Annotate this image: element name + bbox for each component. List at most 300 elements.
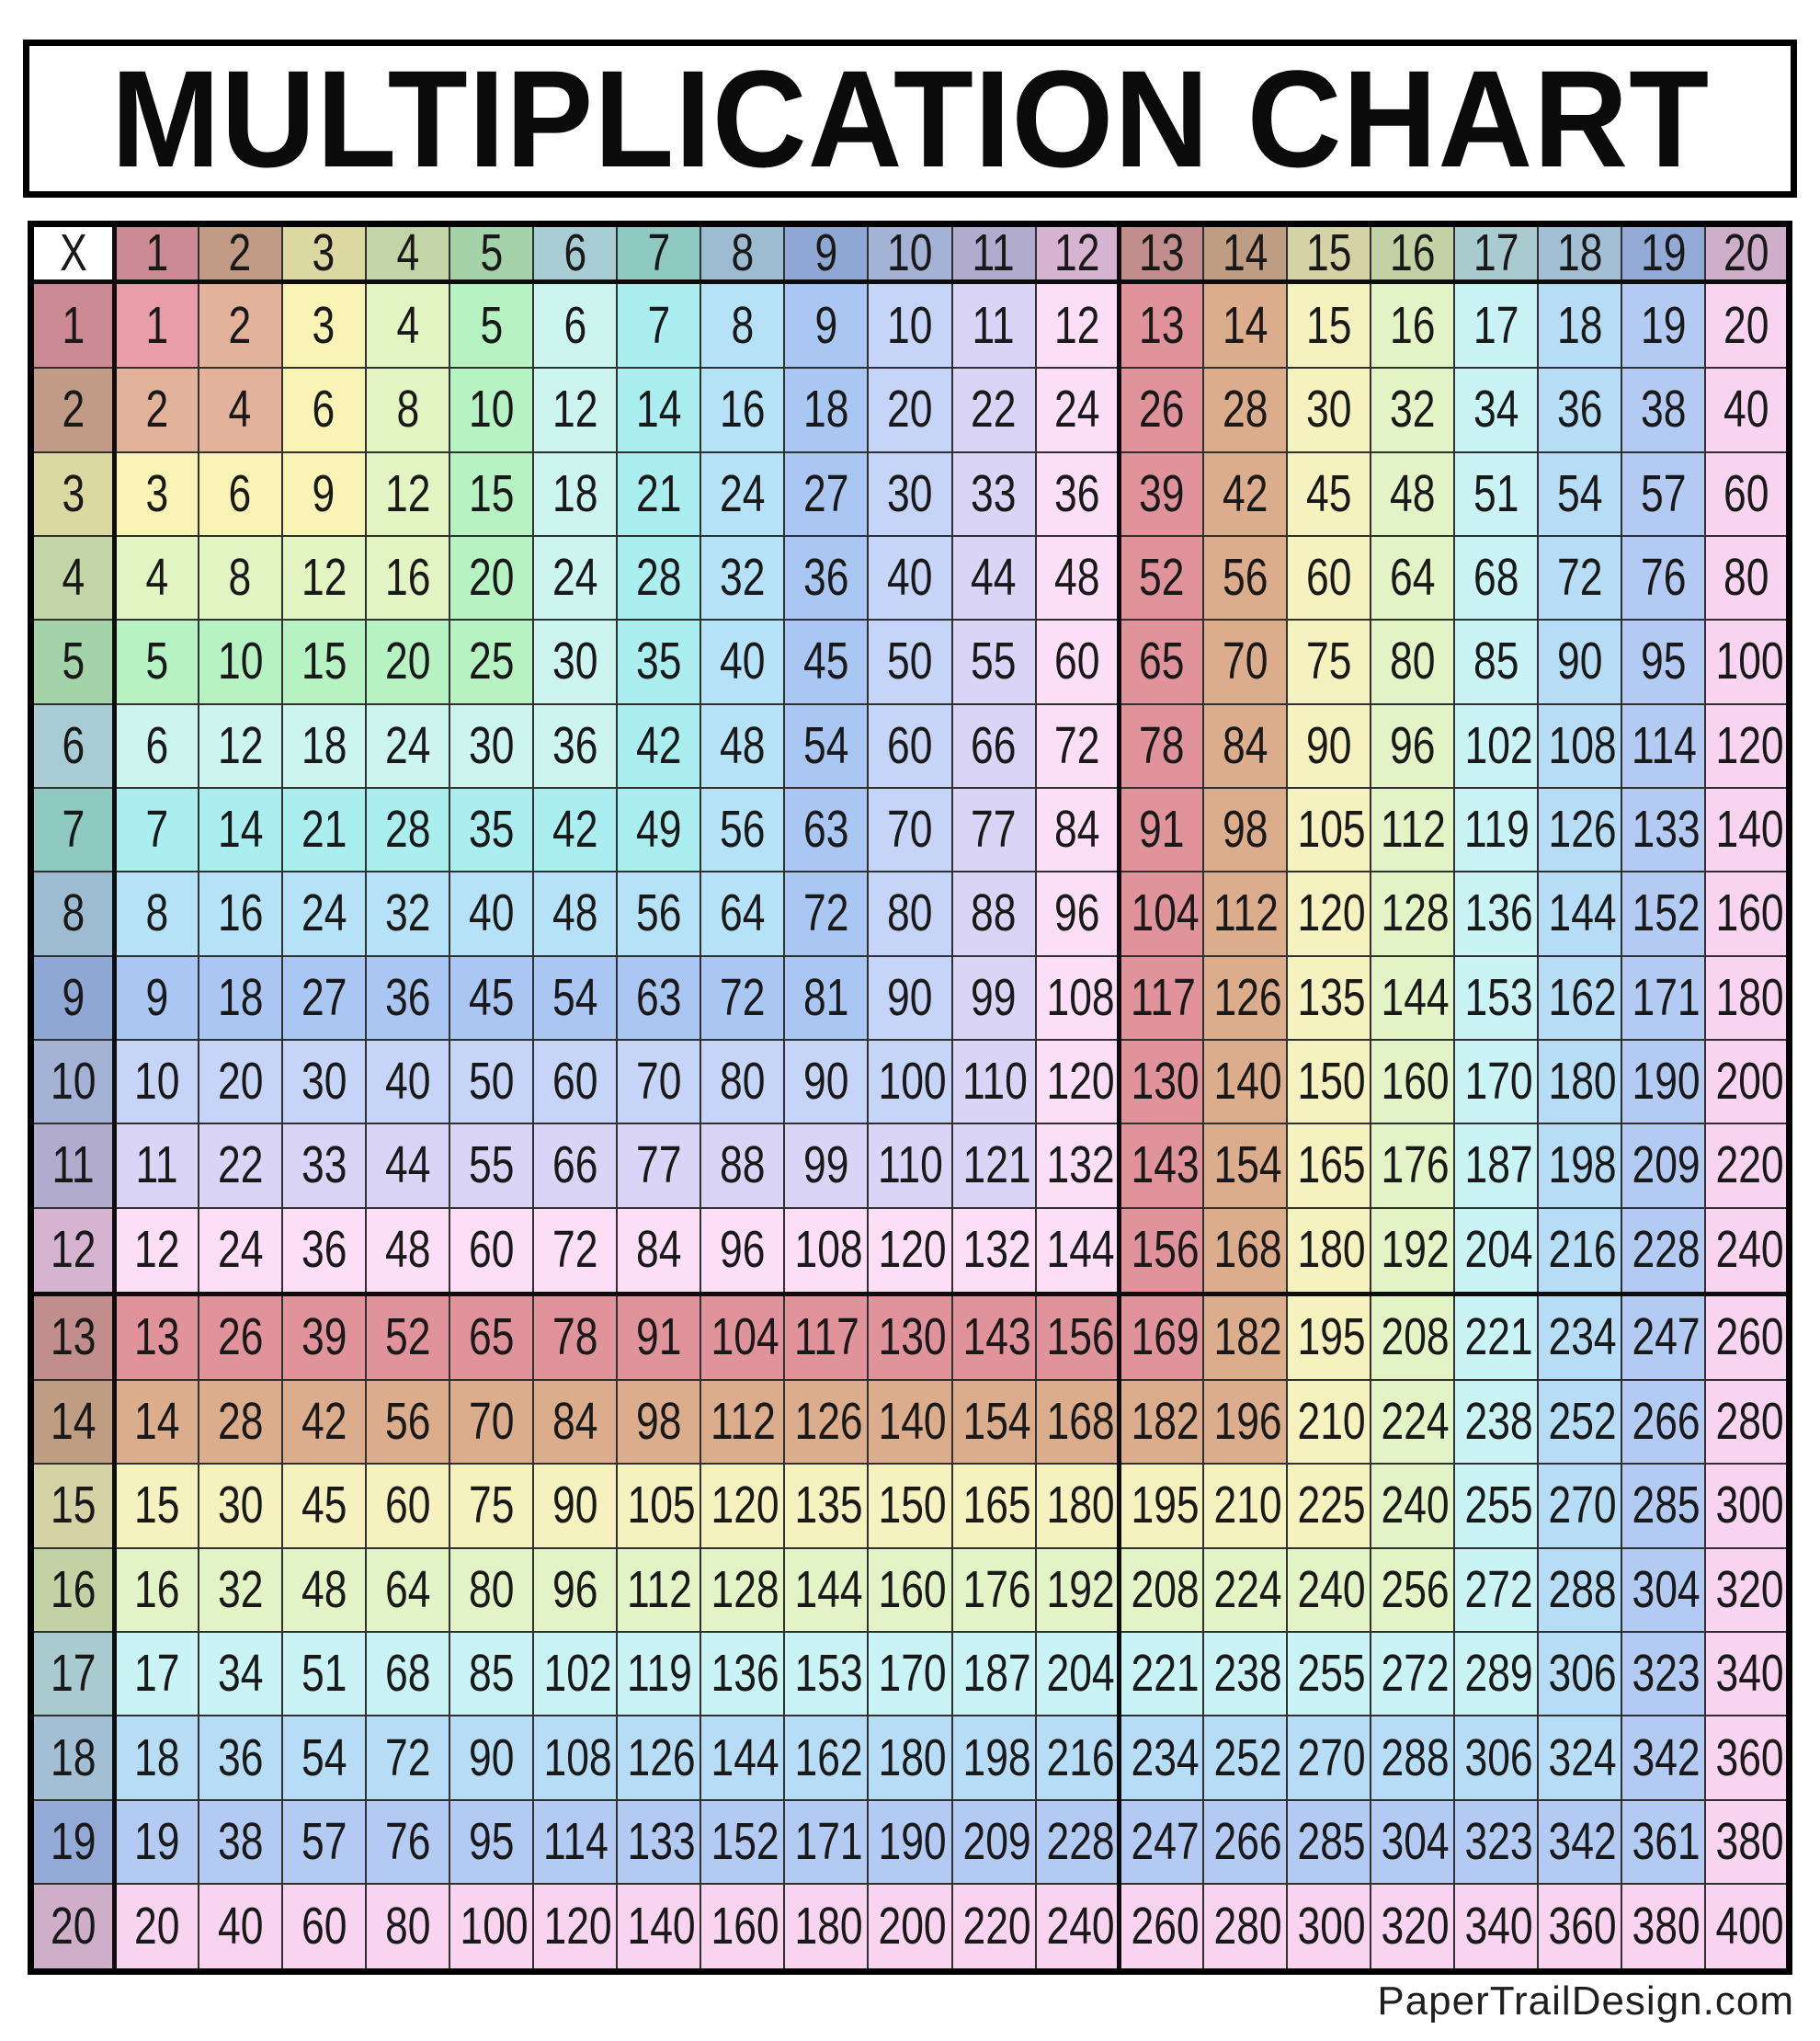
product-cell — [199, 620, 282, 703]
cell-value: 17 — [1473, 295, 1519, 355]
cell-value: 16 — [50, 1559, 97, 1619]
product-cell — [1120, 1548, 1203, 1632]
cell-value: 340 — [1464, 1897, 1533, 1955]
product-cell — [952, 1208, 1036, 1294]
cell-value: 8 — [228, 548, 252, 608]
row-header-cell — [31, 1884, 115, 1971]
product-cell — [952, 1548, 1036, 1632]
cell-value: 90 — [803, 1052, 849, 1112]
cell-value: 52 — [1139, 548, 1185, 608]
product-cell — [868, 1294, 951, 1380]
cell-value: 60 — [552, 1052, 598, 1112]
product-cell — [1454, 452, 1538, 536]
product-cell — [533, 704, 617, 788]
product-cell — [199, 1294, 282, 1380]
cell-value: 153 — [794, 1644, 863, 1704]
product-cell — [952, 1716, 1036, 1799]
row-header-cell — [31, 956, 115, 1040]
product-cell — [1203, 536, 1287, 620]
product-cell — [199, 1632, 282, 1716]
column-header-cell — [1454, 224, 1538, 282]
cell-value: 304 — [1632, 1559, 1701, 1619]
cell-value: 18 — [552, 463, 598, 523]
product-cell — [1036, 1040, 1120, 1123]
cell-value: 170 — [1464, 1052, 1533, 1112]
cell-value: 13 — [134, 1307, 180, 1367]
cell-value: 2 — [62, 380, 85, 439]
product-cell — [533, 620, 617, 703]
product-cell — [1454, 282, 1538, 369]
product-cell — [617, 1632, 700, 1716]
product-cell — [1203, 452, 1287, 536]
product-cell — [115, 956, 199, 1040]
cell-value: 88 — [720, 1135, 766, 1195]
cell-value: 55 — [971, 632, 1017, 691]
product-cell — [199, 452, 282, 536]
cell-value: 26 — [1139, 380, 1185, 439]
cell-value: 224 — [1381, 1392, 1450, 1452]
product-cell — [700, 1464, 784, 1547]
product-cell — [1454, 1123, 1538, 1207]
product-cell — [449, 1716, 533, 1799]
product-cell — [1287, 620, 1371, 703]
cell-value: 220 — [1715, 1135, 1785, 1195]
product-cell — [533, 536, 617, 620]
product-cell — [533, 452, 617, 536]
product-cell — [1621, 1380, 1705, 1464]
cell-value: 342 — [1632, 1727, 1701, 1787]
product-cell — [617, 1716, 700, 1799]
table-row — [31, 282, 1790, 369]
product-cell — [1120, 282, 1203, 369]
product-cell — [282, 1380, 366, 1464]
product-cell — [282, 536, 366, 620]
cell-value: 10 — [50, 1052, 97, 1112]
product-cell — [1705, 788, 1789, 872]
cell-value: 240 — [1715, 1220, 1785, 1280]
product-cell — [1621, 282, 1705, 369]
cell-value: 132 — [961, 1220, 1031, 1280]
product-cell — [952, 1800, 1036, 1884]
row-header-cell — [31, 1040, 115, 1123]
column-header-cell — [1120, 224, 1203, 282]
product-cell — [700, 452, 784, 536]
column-header-cell — [1036, 224, 1120, 282]
cell-value: 42 — [1222, 463, 1268, 523]
product-cell — [449, 1464, 533, 1547]
cell-value: 133 — [1632, 800, 1701, 860]
cell-value: 208 — [1131, 1559, 1200, 1619]
cell-value: 20 — [1723, 295, 1769, 355]
cell-value: 9 — [312, 463, 336, 523]
cell-value: 32 — [217, 1559, 263, 1619]
product-cell — [1454, 1716, 1538, 1799]
cell-value: 136 — [711, 1644, 779, 1704]
product-cell — [868, 452, 951, 536]
product-cell — [533, 1548, 617, 1632]
product-cell — [617, 368, 700, 451]
product-cell — [1454, 1548, 1538, 1632]
cell-value: 160 — [711, 1897, 779, 1955]
cell-value: 17 — [134, 1644, 180, 1704]
cell-value: 72 — [803, 884, 849, 943]
cell-value: 176 — [1381, 1135, 1450, 1195]
product-cell — [366, 536, 449, 620]
cell-value: 36 — [301, 1220, 347, 1280]
cell-value: 8 — [396, 380, 419, 439]
cell-value: 16 — [1389, 223, 1436, 282]
cell-value: 108 — [794, 1220, 863, 1280]
cell-value: 224 — [1213, 1559, 1282, 1619]
cell-value: 80 — [1389, 632, 1436, 691]
product-cell — [784, 368, 868, 451]
product-cell — [115, 1632, 199, 1716]
cell-value: 91 — [1139, 800, 1185, 860]
cell-value: 3 — [62, 463, 85, 523]
cell-value: 20 — [384, 632, 431, 691]
product-cell — [1371, 704, 1454, 788]
cell-value: 76 — [384, 1811, 431, 1871]
cell-value: 56 — [1222, 548, 1268, 608]
cell-value: 150 — [878, 1476, 948, 1535]
cell-value: 72 — [1053, 715, 1100, 775]
cell-value: 54 — [803, 715, 849, 775]
cell-value: 14 — [217, 800, 263, 860]
product-cell — [784, 1208, 868, 1294]
product-cell — [366, 956, 449, 1040]
cell-value: 16 — [134, 1559, 180, 1619]
product-cell — [617, 1040, 700, 1123]
cell-value: 38 — [217, 1811, 263, 1871]
product-cell — [1287, 1380, 1371, 1464]
product-cell — [1036, 872, 1120, 955]
product-cell — [1705, 1548, 1789, 1632]
cell-value: 198 — [961, 1727, 1031, 1787]
cell-value: 24 — [301, 884, 347, 943]
cell-value: 60 — [1723, 463, 1769, 523]
cell-value: 12 — [134, 1220, 180, 1280]
cell-value: 36 — [1557, 380, 1603, 439]
product-cell — [366, 1800, 449, 1884]
cell-value: 234 — [1548, 1307, 1617, 1367]
product-cell — [449, 1632, 533, 1716]
product-cell — [115, 1294, 199, 1380]
cell-value: 182 — [1213, 1307, 1282, 1367]
product-cell — [1621, 452, 1705, 536]
product-cell — [1454, 620, 1538, 703]
product-cell — [282, 1040, 366, 1123]
product-cell — [700, 282, 784, 369]
cell-value: 36 — [384, 967, 431, 1027]
product-cell — [1120, 1380, 1203, 1464]
cell-value: 95 — [468, 1811, 515, 1871]
table-row — [31, 1208, 1790, 1294]
cell-value: 4 — [396, 295, 419, 355]
cell-value: 85 — [1473, 632, 1519, 691]
product-cell — [1538, 704, 1621, 788]
product-cell — [115, 1548, 199, 1632]
product-cell — [1538, 282, 1621, 369]
cell-value: 12 — [384, 463, 431, 523]
cell-value: 169 — [1131, 1307, 1200, 1367]
product-cell — [1621, 1294, 1705, 1380]
product-cell — [115, 1208, 199, 1294]
cell-value: 60 — [887, 715, 933, 775]
cell-value: 320 — [1381, 1897, 1450, 1955]
product-cell — [1538, 1632, 1621, 1716]
product-cell — [1454, 1800, 1538, 1884]
cell-value: 19 — [134, 1811, 180, 1871]
product-cell — [1621, 620, 1705, 703]
cell-value: 9 — [814, 295, 838, 355]
product-cell — [1120, 956, 1203, 1040]
cell-value: 28 — [635, 548, 682, 608]
cell-value: 12 — [50, 1220, 97, 1280]
row-header-cell — [31, 1800, 115, 1884]
product-cell — [1705, 1884, 1789, 1971]
cell-value: 19 — [1641, 295, 1687, 355]
product-cell — [1454, 788, 1538, 872]
product-cell — [449, 1040, 533, 1123]
cell-value: 12 — [301, 548, 347, 608]
cell-value: 90 — [1305, 715, 1352, 775]
product-cell — [282, 704, 366, 788]
cell-value: 156 — [1046, 1307, 1115, 1367]
cell-value: 24 — [720, 463, 766, 523]
product-cell — [1454, 1464, 1538, 1547]
cell-value: 66 — [971, 715, 1017, 775]
product-cell — [1538, 620, 1621, 703]
product-cell — [1538, 1548, 1621, 1632]
cell-value: 5 — [62, 632, 85, 691]
cell-value: 247 — [1632, 1307, 1701, 1367]
cell-value: 13 — [1139, 295, 1185, 355]
cell-value: 168 — [1046, 1392, 1115, 1452]
product-cell — [952, 620, 1036, 703]
cell-value: 50 — [468, 1052, 515, 1112]
cell-value: 192 — [1381, 1220, 1450, 1280]
product-cell — [1621, 1123, 1705, 1207]
product-cell — [1705, 368, 1789, 451]
product-cell — [1538, 1716, 1621, 1799]
cell-value: 36 — [552, 715, 598, 775]
cell-value: 108 — [543, 1727, 612, 1787]
cell-value: 27 — [803, 463, 849, 523]
cell-value: 240 — [1297, 1559, 1366, 1619]
product-cell — [1036, 1208, 1120, 1294]
cell-value: 50 — [887, 632, 933, 691]
product-cell — [1621, 872, 1705, 955]
cell-value: 16 — [384, 548, 431, 608]
product-cell — [115, 1040, 199, 1123]
product-cell — [1120, 1464, 1203, 1547]
cell-value: 20 — [50, 1897, 97, 1955]
product-cell — [1120, 1294, 1203, 1380]
cell-value: 3 — [312, 295, 336, 355]
product-cell — [366, 452, 449, 536]
product-cell — [784, 872, 868, 955]
cell-value: 52 — [384, 1307, 431, 1367]
cell-value: 45 — [803, 632, 849, 691]
column-header-cell — [366, 224, 449, 282]
product-cell — [115, 788, 199, 872]
product-cell — [1203, 1716, 1287, 1799]
table-body — [31, 282, 1790, 1972]
page-title: MULTIPLICATION CHART — [110, 41, 1710, 196]
product-cell — [1371, 1800, 1454, 1884]
cell-value: 120 — [878, 1220, 948, 1280]
cell-value: 21 — [301, 800, 347, 860]
product-cell — [1371, 1884, 1454, 1971]
product-cell — [1120, 620, 1203, 703]
cell-value: 40 — [887, 548, 933, 608]
cell-value: 240 — [1046, 1897, 1115, 1955]
product-cell — [1371, 1380, 1454, 1464]
product-cell — [1371, 1464, 1454, 1547]
cell-value: 96 — [1389, 715, 1436, 775]
product-cell — [868, 1716, 951, 1799]
cell-value: 105 — [627, 1476, 696, 1535]
product-cell — [1120, 704, 1203, 788]
footer-credit: PaperTrailDesign.com — [1377, 1978, 1794, 2024]
column-header-cell — [1287, 224, 1371, 282]
product-cell — [449, 872, 533, 955]
product-cell — [366, 1123, 449, 1207]
product-cell — [1621, 704, 1705, 788]
cell-value: 36 — [1053, 463, 1100, 523]
product-cell — [1621, 956, 1705, 1040]
table-row — [31, 872, 1790, 955]
column-header-cell — [1705, 224, 1789, 282]
product-cell — [1203, 1800, 1287, 1884]
table-row — [31, 1632, 1790, 1716]
cell-value: 126 — [1548, 800, 1617, 860]
product-cell — [1120, 452, 1203, 536]
product-cell — [952, 1380, 1036, 1464]
product-cell — [449, 1800, 533, 1884]
product-cell — [700, 368, 784, 451]
cell-value: 6 — [228, 463, 252, 523]
product-cell — [199, 788, 282, 872]
cell-value: 25 — [468, 632, 515, 691]
product-cell — [449, 536, 533, 620]
cell-value: 209 — [961, 1811, 1031, 1871]
multiplication-table — [28, 221, 1792, 1975]
product-cell — [199, 1716, 282, 1799]
corner-cell — [31, 224, 115, 282]
row-header-cell — [31, 704, 115, 788]
product-cell — [533, 872, 617, 955]
cell-value: 11 — [972, 295, 1016, 355]
product-cell — [366, 282, 449, 369]
cell-value: 171 — [794, 1811, 863, 1871]
product-cell — [199, 282, 282, 369]
cell-value: 220 — [961, 1897, 1031, 1955]
product-cell — [282, 620, 366, 703]
product-cell — [700, 1884, 784, 1971]
cell-value: 210 — [1297, 1392, 1366, 1452]
cell-value: 104 — [711, 1307, 779, 1367]
product-cell — [199, 1548, 282, 1632]
cell-value: 70 — [635, 1052, 682, 1112]
cell-value: 80 — [720, 1052, 766, 1112]
cell-value: 342 — [1548, 1811, 1617, 1871]
cell-value: 14 — [50, 1392, 97, 1452]
cell-value: 63 — [803, 800, 849, 860]
product-cell — [1036, 368, 1120, 451]
cell-value: 56 — [384, 1392, 431, 1452]
cell-value: 144 — [1046, 1220, 1115, 1280]
product-cell — [1371, 368, 1454, 451]
product-cell — [952, 282, 1036, 369]
cell-value: 108 — [1046, 967, 1115, 1027]
product-cell — [952, 1632, 1036, 1716]
product-cell — [1621, 1884, 1705, 1971]
cell-value: 132 — [1046, 1135, 1115, 1195]
product-cell — [784, 1464, 868, 1547]
product-cell — [1036, 1548, 1120, 1632]
cell-value: 26 — [217, 1307, 263, 1367]
product-cell — [784, 620, 868, 703]
product-cell — [1203, 1040, 1287, 1123]
column-header-cell — [952, 224, 1036, 282]
cell-value: 12 — [1053, 295, 1100, 355]
cell-value: 99 — [971, 967, 1017, 1027]
product-cell — [868, 1800, 951, 1884]
cell-value: 88 — [971, 884, 1017, 943]
product-cell — [868, 956, 951, 1040]
product-cell — [952, 1884, 1036, 1971]
product-cell — [1036, 536, 1120, 620]
cell-value: 91 — [635, 1307, 682, 1367]
cell-value: 95 — [1641, 632, 1687, 691]
product-cell — [1621, 536, 1705, 620]
product-cell — [1203, 704, 1287, 788]
product-cell — [1287, 1123, 1371, 1207]
product-cell — [1538, 536, 1621, 620]
cell-value: 180 — [1715, 967, 1785, 1027]
cell-value: 176 — [961, 1559, 1031, 1619]
cell-value: 17 — [50, 1644, 97, 1704]
cell-value: 102 — [1464, 715, 1533, 775]
product-cell — [1705, 956, 1789, 1040]
cell-value: 60 — [468, 1220, 515, 1280]
table-row — [31, 452, 1790, 536]
product-cell — [366, 368, 449, 451]
product-cell — [952, 956, 1036, 1040]
cell-value: 48 — [1053, 548, 1100, 608]
product-cell — [1371, 788, 1454, 872]
table-row — [31, 536, 1790, 620]
table-header-row — [31, 224, 1790, 282]
cell-value: 160 — [878, 1559, 948, 1619]
cell-value: 60 — [1053, 632, 1100, 691]
cell-value: 48 — [301, 1559, 347, 1619]
cell-value: 170 — [878, 1644, 948, 1704]
cell-value: 260 — [1131, 1897, 1200, 1955]
product-cell — [1621, 1548, 1705, 1632]
cell-value: 30 — [552, 632, 598, 691]
product-cell — [282, 452, 366, 536]
product-cell — [1705, 452, 1789, 536]
cell-value: 32 — [720, 548, 766, 608]
cell-value: 72 — [384, 1727, 431, 1787]
product-cell — [1621, 368, 1705, 451]
product-cell — [366, 1294, 449, 1380]
column-header-cell — [1538, 224, 1621, 282]
cell-value: 34 — [217, 1644, 263, 1704]
cell-value: 272 — [1381, 1644, 1450, 1704]
